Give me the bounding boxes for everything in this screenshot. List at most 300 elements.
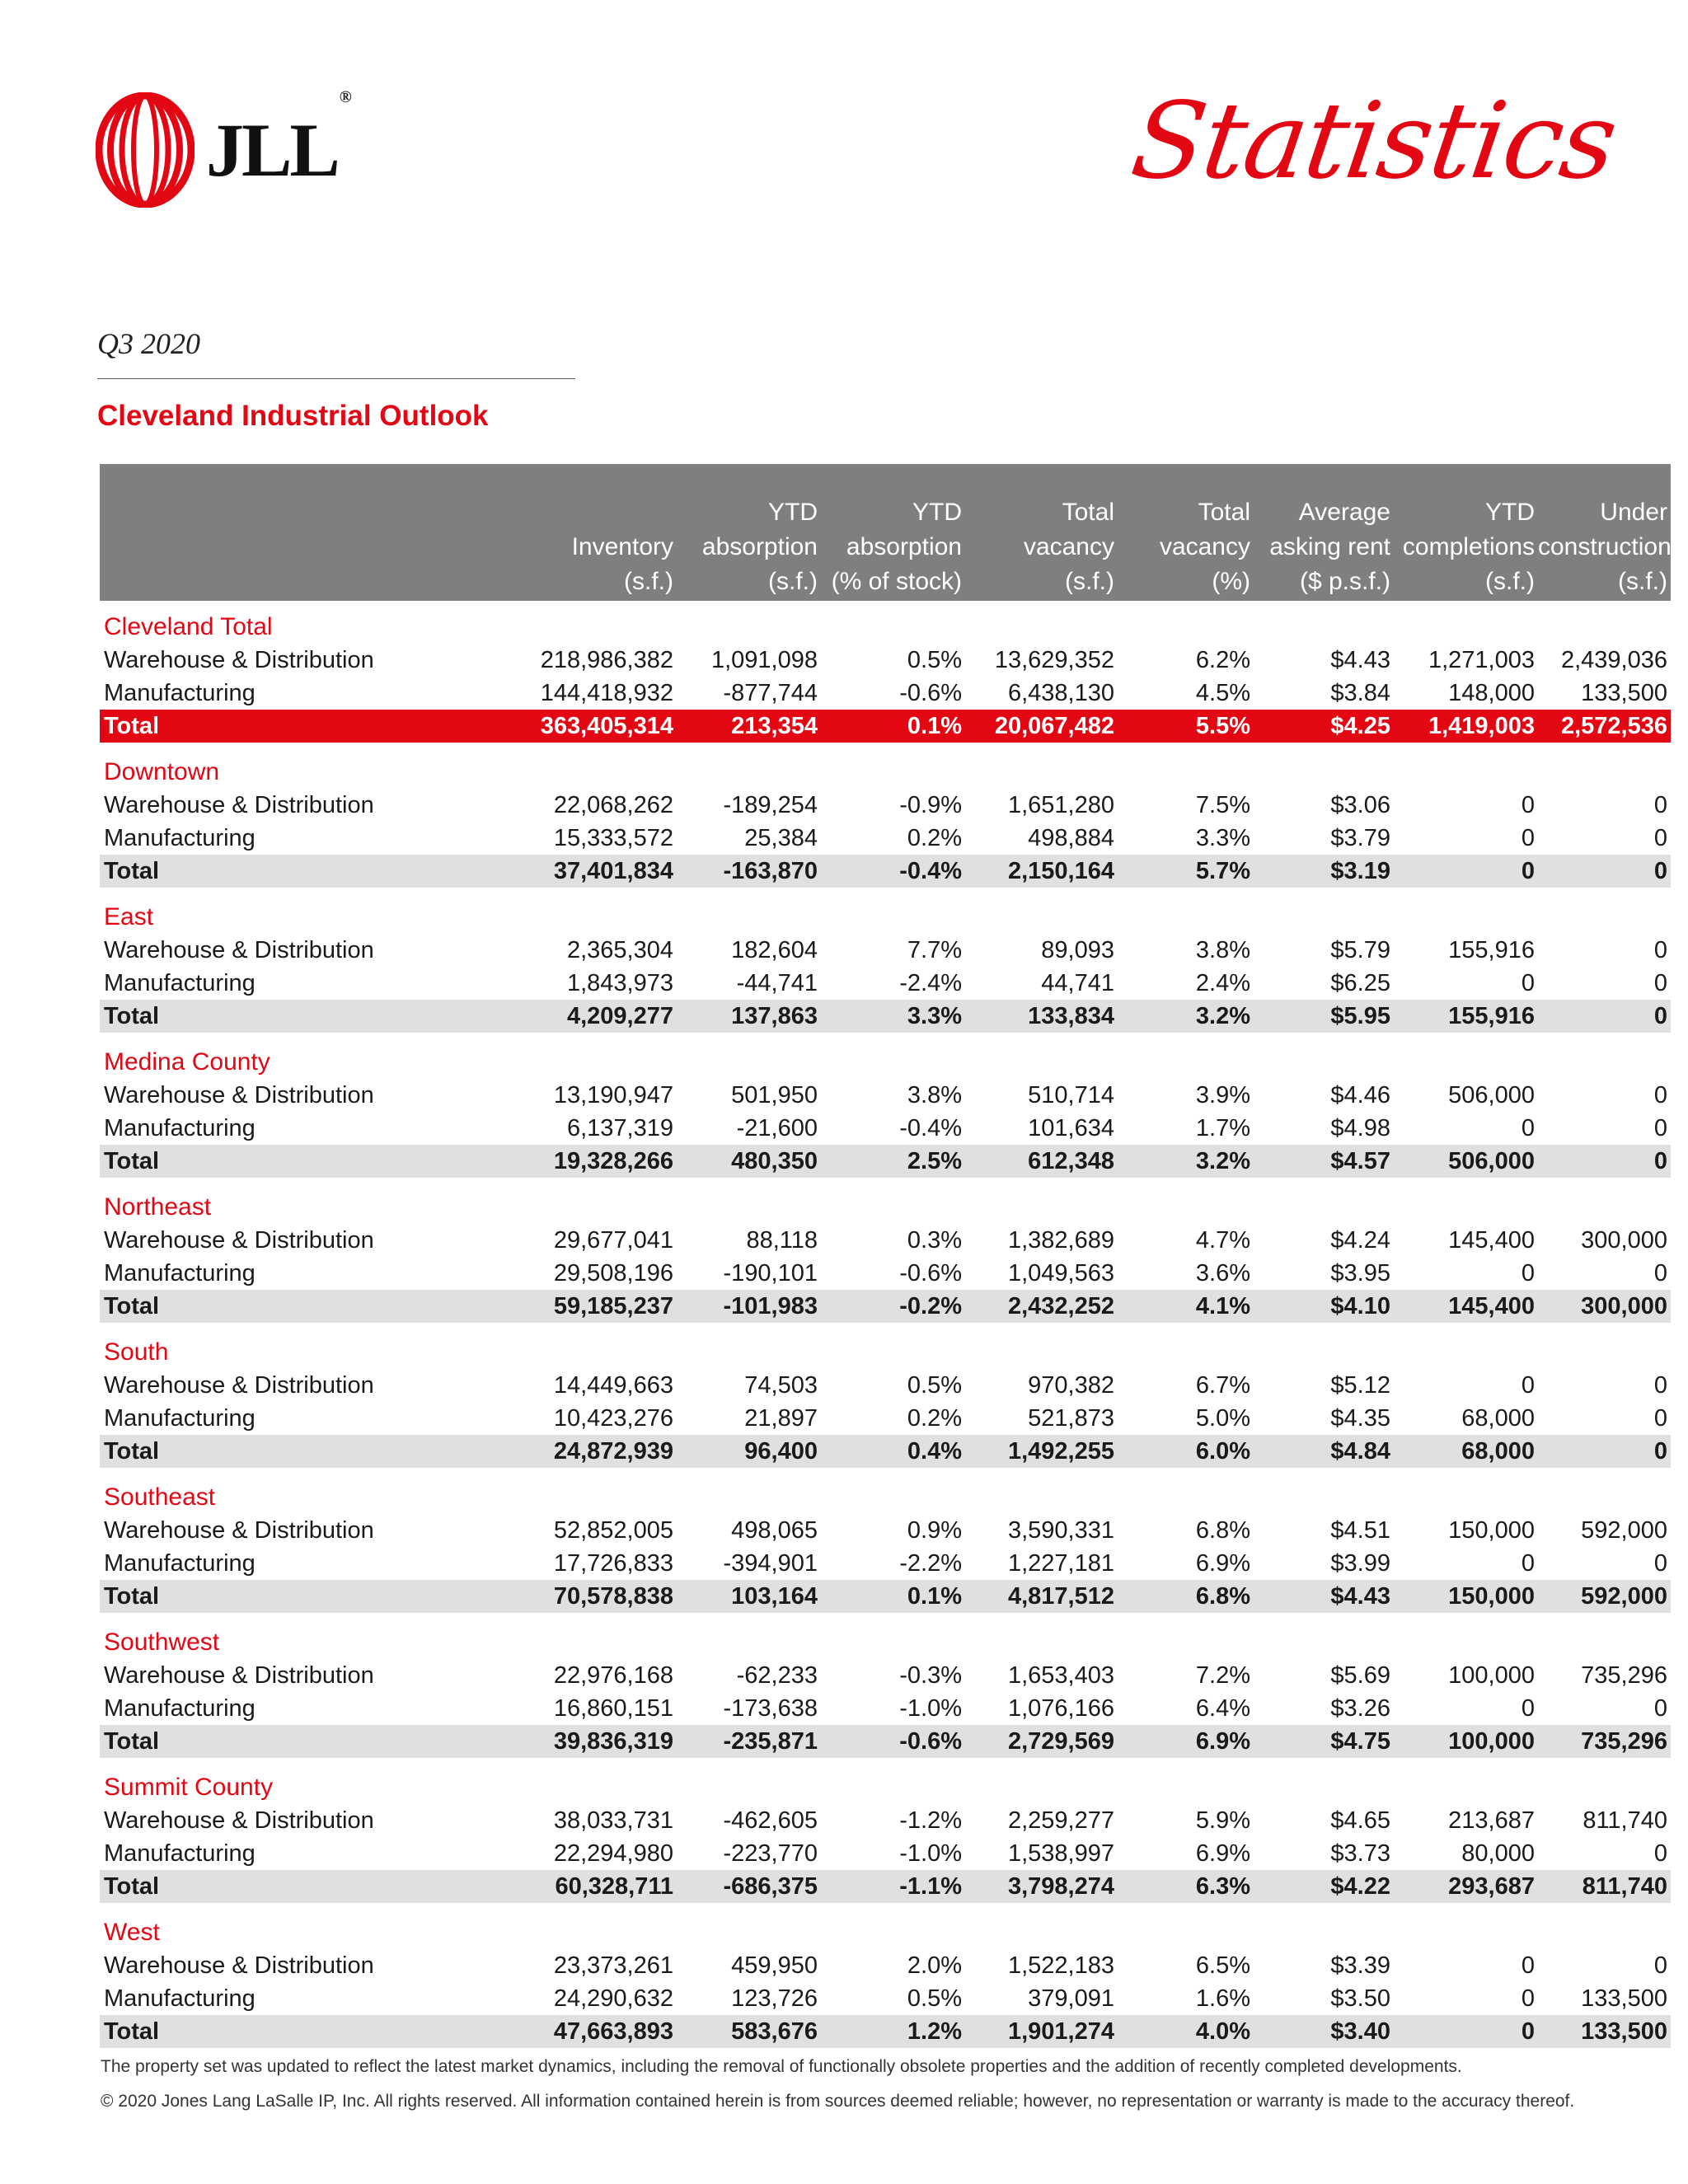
table-cell: $4.24 [1330, 1227, 1390, 1254]
table-cell: 17,726,833 [553, 1550, 673, 1577]
table-cell: 1,522,183 [1007, 1952, 1114, 1979]
table-cell: $3.19 [1254, 855, 1394, 888]
column-header [1538, 464, 1671, 601]
column-header-line: (s.f.) [768, 568, 818, 595]
table-cell: 59,185,237 [405, 1290, 677, 1323]
table-cell: 60,328,711 [405, 1870, 677, 1903]
table-cell: 37,401,834 [405, 855, 677, 888]
table-cell: 1.6% [1195, 1985, 1250, 2012]
table-cell: 52,852,005 [553, 1517, 673, 1544]
table-cell: -101,983 [677, 1290, 821, 1323]
table-cell: 88,118 [746, 1227, 818, 1254]
table-cell: $6.25 [1330, 970, 1390, 996]
table-cell: 2.0% [907, 1952, 962, 1979]
region-name: Southwest [104, 1629, 220, 1656]
table-cell: Total [100, 1725, 405, 1758]
column-header-line: ($ p.s.f.) [1299, 568, 1390, 595]
region-heading-row [100, 1468, 1671, 1514]
table-cell: 6.2% [1195, 647, 1250, 673]
table-cell: 145,400 [1394, 1290, 1538, 1323]
region-heading-row [100, 601, 1671, 644]
table-cell: -0.9% [899, 792, 962, 818]
table-cell: 1.7% [1195, 1115, 1250, 1141]
column-header-line: (%) [1212, 568, 1250, 595]
table-cell: 2,150,164 [965, 855, 1118, 888]
table-cell: 0 [1653, 1405, 1667, 1432]
column-header-line [100, 530, 401, 565]
table-cell: 89,093 [1041, 937, 1114, 963]
table-cell: 0 [1538, 855, 1671, 888]
table-cell: 38,033,731 [553, 1807, 673, 1834]
quarter-label: Q3 2020 [97, 327, 200, 360]
table-cell: $5.95 [1254, 1000, 1394, 1033]
column-header-line: absorption [846, 533, 962, 560]
column-header-line: (s.f.) [624, 568, 673, 595]
table-row [100, 1112, 1671, 1145]
table-cell: 22,068,262 [553, 792, 673, 818]
table-cell: 0 [1653, 1695, 1667, 1722]
table-cell: 592,000 [1581, 1517, 1667, 1544]
table-cell: 1,901,274 [965, 2015, 1118, 2048]
table-cell: 6.9% [1118, 1725, 1254, 1758]
table-cell: 0 [1653, 1952, 1667, 1979]
table-cell: 4,209,277 [405, 1000, 677, 1033]
table-cell: -462,605 [723, 1807, 818, 1834]
table-cell: 6.4% [1195, 1695, 1250, 1722]
table-cell: $4.65 [1330, 1807, 1390, 1834]
table-cell: 735,296 [1538, 1725, 1671, 1758]
region-name: West [104, 1919, 160, 1946]
table-cell: 7.7% [907, 937, 962, 963]
table-row [100, 967, 1671, 1000]
table-cell: 1,651,280 [1007, 792, 1114, 818]
table-cell: 1,843,973 [566, 970, 673, 996]
table-cell: 29,508,196 [553, 1260, 673, 1286]
table-cell: 101,634 [1028, 1115, 1114, 1141]
table-cell: 2,572,536 [1538, 710, 1671, 743]
table-cell: 133,500 [1538, 2015, 1671, 2048]
table-cell: $3.39 [1330, 1952, 1390, 1979]
table-cell: 123,726 [731, 1985, 818, 2012]
table-cell: -189,254 [723, 792, 818, 818]
column-header-line: Average [1298, 499, 1390, 526]
table-cell: -223,770 [723, 1840, 818, 1867]
column-header-line: (s.f.) [1065, 568, 1114, 595]
table-cell: 21,897 [744, 1405, 818, 1432]
table-cell: 24,290,632 [553, 1985, 673, 2012]
table-cell: 0 [1653, 1260, 1667, 1286]
table-cell: 4.5% [1195, 680, 1250, 706]
table-cell: 0.5% [907, 1372, 962, 1399]
table-cell: 96,400 [677, 1435, 821, 1468]
table-cell: $3.99 [1330, 1550, 1390, 1577]
table-cell: -1.2% [899, 1807, 962, 1834]
table-cell: Warehouse & Distribution [104, 1517, 374, 1544]
table-cell: 506,000 [1448, 1082, 1535, 1108]
table-cell: 144,418,932 [540, 680, 673, 706]
table-cell: $5.69 [1330, 1662, 1390, 1689]
region-heading-row [100, 1178, 1671, 1224]
table-row [100, 789, 1671, 822]
table-cell: 6.7% [1195, 1372, 1250, 1399]
table-row [100, 1079, 1671, 1112]
table-cell: 1,419,003 [1394, 710, 1538, 743]
table-cell: 0.5% [907, 1985, 962, 2012]
region-heading-row [100, 888, 1671, 934]
table-cell: Warehouse & Distribution [104, 1807, 374, 1834]
table-cell: 70,578,838 [405, 1580, 677, 1613]
column-header [965, 464, 1118, 601]
table-cell: $4.51 [1330, 1517, 1390, 1544]
table-row [100, 677, 1671, 710]
table-cell: 0 [1653, 792, 1667, 818]
table-cell: Manufacturing [104, 1550, 256, 1577]
table-row [100, 1804, 1671, 1837]
table-cell: -1.0% [899, 1840, 962, 1867]
table-cell: $3.79 [1330, 825, 1390, 851]
table-cell: 0 [1538, 1145, 1671, 1178]
table-row [100, 1982, 1671, 2015]
total-row [100, 1435, 1671, 1468]
table-cell: 510,714 [1028, 1082, 1114, 1108]
table-cell: 6.9% [1195, 1550, 1250, 1577]
table-cell: 4.1% [1118, 1290, 1254, 1323]
region-name: Summit County [104, 1774, 274, 1801]
table-cell: 133,500 [1581, 1985, 1667, 2012]
statistics-table [100, 464, 1671, 2048]
table-cell: 3.3% [1195, 825, 1250, 851]
table-cell: 182,604 [731, 937, 818, 963]
table-cell: Manufacturing [104, 680, 256, 706]
table-cell: 3.9% [1195, 1082, 1250, 1108]
divider [97, 378, 575, 379]
table-cell: 24,872,939 [405, 1435, 677, 1468]
table-cell: 2.5% [821, 1145, 965, 1178]
column-header [1118, 464, 1254, 601]
table-cell: Manufacturing [104, 1695, 256, 1722]
table-cell: 0.4% [821, 1435, 965, 1468]
table-cell: 2.4% [1195, 970, 1250, 996]
table-cell: 0 [1394, 855, 1538, 888]
table-cell: $5.12 [1330, 1372, 1390, 1399]
table-row [100, 1514, 1671, 1547]
table-cell: 300,000 [1538, 1290, 1671, 1323]
table-cell: 0 [1521, 1695, 1535, 1722]
table-cell: 13,190,947 [553, 1082, 673, 1108]
table-cell: $5.79 [1330, 937, 1390, 963]
region-heading-row [100, 1758, 1671, 1804]
table-cell: Total [100, 1435, 405, 1468]
table-cell: -0.3% [899, 1662, 962, 1689]
table-cell: 5.0% [1195, 1405, 1250, 1432]
table-cell: 592,000 [1538, 1580, 1671, 1613]
table-cell: -0.2% [821, 1290, 965, 1323]
table-cell: 133,834 [965, 1000, 1118, 1033]
table-cell: 6.0% [1118, 1435, 1254, 1468]
table-cell: 5.5% [1118, 710, 1254, 743]
table-cell: 1,382,689 [1007, 1227, 1114, 1254]
table-cell: 213,354 [677, 710, 821, 743]
table-cell: 0 [1653, 1840, 1667, 1867]
table-cell: -235,871 [677, 1725, 821, 1758]
table-cell: -190,101 [723, 1260, 818, 1286]
table-cell: -173,638 [723, 1695, 818, 1722]
table-cell: 6,137,319 [566, 1115, 673, 1141]
table-cell: 811,740 [1582, 1807, 1667, 1834]
table-cell: 6.5% [1195, 1952, 1250, 1979]
report-title: Cleveland Industrial Outlook [97, 400, 489, 432]
column-header-line: absorption [701, 533, 818, 560]
table-cell: Warehouse & Distribution [104, 1662, 374, 1689]
column-header-line: (s.f.) [1618, 568, 1667, 595]
table-cell: -21,600 [736, 1115, 818, 1141]
region-heading-row [100, 1323, 1671, 1369]
table-cell: -0.6% [899, 680, 962, 706]
table-cell: 0 [1653, 970, 1667, 996]
column-header-line: Under [1600, 499, 1667, 526]
table-row [100, 1659, 1671, 1692]
table-row [100, 1257, 1671, 1290]
table-cell: Total [100, 1580, 405, 1613]
region-name: Cleveland Total [104, 613, 273, 640]
table-cell: 0 [1653, 1550, 1667, 1577]
table-cell: $4.46 [1330, 1082, 1390, 1108]
table-cell: 150,000 [1448, 1517, 1535, 1544]
column-header-line: YTD [912, 499, 962, 526]
table-cell: 1,227,181 [1007, 1550, 1114, 1577]
table-cell: 506,000 [1394, 1145, 1538, 1178]
table-cell: $3.50 [1330, 1985, 1390, 2012]
table-cell: 150,000 [1394, 1580, 1538, 1613]
table-cell: 22,976,168 [553, 1662, 673, 1689]
table-cell: 218,986,382 [540, 647, 673, 673]
footnote-property-set: The property set was updated to reflect the latest market dynamics, including the removal of functionally obsolete properties and the addition of recently completed developments. [101, 2057, 1462, 2076]
table-cell: 80,000 [1461, 1840, 1535, 1867]
table-cell: $3.73 [1330, 1840, 1390, 1867]
table-cell: -686,375 [677, 1870, 821, 1903]
table-cell: $3.84 [1330, 680, 1390, 706]
table-cell: 3.8% [907, 1082, 962, 1108]
table-cell: Total [100, 1290, 405, 1323]
table-cell: 7.5% [1195, 792, 1250, 818]
table-cell: 498,065 [731, 1517, 818, 1544]
table-row [100, 1837, 1671, 1870]
table-cell: 0 [1653, 825, 1667, 851]
logo-wordmark: JLL® [206, 88, 352, 192]
table-cell: 521,873 [1028, 1405, 1114, 1432]
table-cell: 3.6% [1195, 1260, 1250, 1286]
table-cell: 293,687 [1394, 1870, 1538, 1903]
table-cell: 0 [1521, 1115, 1535, 1141]
table-cell: 3.2% [1118, 1000, 1254, 1033]
table-row [100, 822, 1671, 855]
total-row [100, 855, 1671, 888]
table-cell: 0.5% [907, 647, 962, 673]
table-cell: 148,000 [1448, 680, 1535, 706]
table-cell: Warehouse & Distribution [104, 792, 374, 818]
table-cell: -877,744 [723, 680, 818, 706]
table-cell: $4.98 [1330, 1115, 1390, 1141]
table-cell: 68,000 [1394, 1435, 1538, 1468]
table-cell: 14,449,663 [553, 1372, 673, 1399]
table-cell: $4.35 [1330, 1405, 1390, 1432]
table-cell: Warehouse & Distribution [104, 1372, 374, 1399]
table-cell: 1,076,166 [1007, 1695, 1114, 1722]
table-cell: -0.6% [899, 1260, 962, 1286]
table-cell: Total [100, 1870, 405, 1903]
table-row [100, 644, 1671, 677]
table-cell: 68,000 [1461, 1405, 1535, 1432]
table-cell: 6.8% [1118, 1580, 1254, 1613]
table-cell: 16,860,151 [553, 1695, 673, 1722]
table-cell: 103,164 [677, 1580, 821, 1613]
table-row [100, 934, 1671, 967]
table-cell: 6,438,130 [1007, 680, 1114, 706]
table-cell: Manufacturing [104, 1985, 256, 2012]
table-cell: $3.40 [1254, 2015, 1394, 2048]
table-cell: 612,348 [965, 1145, 1118, 1178]
table-cell: Total [100, 2015, 405, 2048]
table-cell: -163,870 [677, 855, 821, 888]
table-cell: 379,091 [1028, 1985, 1114, 2012]
table-cell: 29,677,041 [553, 1227, 673, 1254]
table-cell: 44,741 [1041, 970, 1114, 996]
table-cell: 0 [1521, 1260, 1535, 1286]
table-cell: 74,503 [744, 1372, 818, 1399]
region-name: East [104, 903, 154, 930]
column-header [1394, 464, 1538, 601]
table-cell: $4.22 [1254, 1870, 1394, 1903]
table-cell: 0.1% [821, 1580, 965, 1613]
table-cell: 20,067,482 [965, 710, 1118, 743]
table-cell: Total [100, 855, 405, 888]
table-cell: -44,741 [736, 970, 818, 996]
table-cell: 3,590,331 [1007, 1517, 1114, 1544]
column-header [405, 464, 677, 601]
table-cell: 22,294,980 [553, 1840, 673, 1867]
table-cell: $3.26 [1330, 1695, 1390, 1722]
table-cell: Manufacturing [104, 825, 256, 851]
table-cell: 1.2% [821, 2015, 965, 2048]
table-cell: -2.4% [899, 970, 962, 996]
table-cell: 480,350 [677, 1145, 821, 1178]
table-cell: 498,884 [1028, 825, 1114, 851]
column-header [100, 464, 405, 601]
table-cell: 3.3% [821, 1000, 965, 1033]
table-cell: -0.6% [821, 1725, 965, 1758]
table-cell: 15,333,572 [553, 825, 673, 851]
column-header-line: completions [1402, 533, 1535, 560]
column-header-line: YTD [768, 499, 818, 526]
table-cell: 0 [1521, 1550, 1535, 1577]
table-cell: 0 [1521, 970, 1535, 996]
column-header-line: Total [1062, 499, 1114, 526]
table-cell: 155,916 [1394, 1000, 1538, 1033]
column-header-line: YTD [1485, 499, 1535, 526]
table-cell: 3.8% [1195, 937, 1250, 963]
table-cell: 811,740 [1538, 1870, 1671, 1903]
table-cell: 3.2% [1118, 1145, 1254, 1178]
table-row [100, 1224, 1671, 1257]
table-row [100, 1369, 1671, 1402]
table-cell: 1,091,098 [710, 647, 818, 673]
table-cell: Total [100, 1000, 405, 1033]
table-cell: 39,836,319 [405, 1725, 677, 1758]
table-cell: $3.06 [1330, 792, 1390, 818]
table-cell: 501,950 [731, 1082, 818, 1108]
table-cell: 0 [1521, 792, 1535, 818]
table-cell: 13,629,352 [994, 647, 1114, 673]
total-row [100, 1000, 1671, 1033]
table-cell: -62,233 [736, 1662, 818, 1689]
total-row [100, 710, 1671, 743]
table-cell: 0 [1653, 937, 1667, 963]
column-header [677, 464, 821, 601]
table-cell: $4.25 [1254, 710, 1394, 743]
table-cell: $4.84 [1254, 1435, 1394, 1468]
column-header-line [100, 565, 401, 599]
table-cell: 47,663,893 [405, 2015, 677, 2048]
region-heading-row [100, 743, 1671, 789]
table-cell: 0 [1538, 1000, 1671, 1033]
table-cell: $3.95 [1330, 1260, 1390, 1286]
table-cell: 23,373,261 [553, 1952, 673, 1979]
table-cell: 970,382 [1028, 1372, 1114, 1399]
region-name: Southeast [104, 1483, 216, 1511]
column-header-line: Inventory [571, 533, 673, 560]
table-cell: 5.7% [1118, 855, 1254, 888]
table-row [100, 1402, 1671, 1435]
table-cell: 0.1% [821, 710, 965, 743]
total-row [100, 1725, 1671, 1758]
table-cell: 0 [1521, 825, 1535, 851]
table-cell: -0.4% [821, 855, 965, 888]
column-header-line: asking rent [1269, 533, 1390, 560]
table-cell: Manufacturing [104, 1260, 256, 1286]
table-row [100, 1949, 1671, 1982]
table-cell: 5.9% [1195, 1807, 1250, 1834]
column-header [821, 464, 965, 601]
table-cell: 0 [1521, 1952, 1535, 1979]
table-cell: $4.75 [1254, 1725, 1394, 1758]
total-row [100, 1580, 1671, 1613]
table-cell: Manufacturing [104, 1405, 256, 1432]
table-cell: Warehouse & Distribution [104, 647, 374, 673]
table-cell: -394,901 [723, 1550, 818, 1577]
table-cell: 137,863 [677, 1000, 821, 1033]
table-cell: 1,049,563 [1007, 1260, 1114, 1286]
table-cell: 6.8% [1195, 1517, 1250, 1544]
table-cell: $4.10 [1254, 1290, 1394, 1323]
region-name: Downtown [104, 758, 220, 785]
region-name: Northeast [104, 1193, 212, 1221]
table-cell: Manufacturing [104, 1115, 256, 1141]
table-cell: Total [100, 710, 405, 743]
table-cell: Warehouse & Distribution [104, 1082, 374, 1108]
table-cell: 213,687 [1448, 1807, 1535, 1834]
total-row [100, 1145, 1671, 1178]
table-cell: Warehouse & Distribution [104, 1952, 374, 1979]
column-header [1254, 464, 1394, 601]
table-cell: 4.7% [1195, 1227, 1250, 1254]
column-header-line: (% of stock) [831, 568, 962, 595]
table-cell: 0 [1653, 1372, 1667, 1399]
table-cell: 19,328,266 [405, 1145, 677, 1178]
table-cell: 583,676 [677, 2015, 821, 2048]
column-header-line: (s.f.) [1485, 568, 1535, 595]
table-cell: 2,259,277 [1007, 1807, 1114, 1834]
column-header-line: vacancy [1023, 533, 1114, 560]
